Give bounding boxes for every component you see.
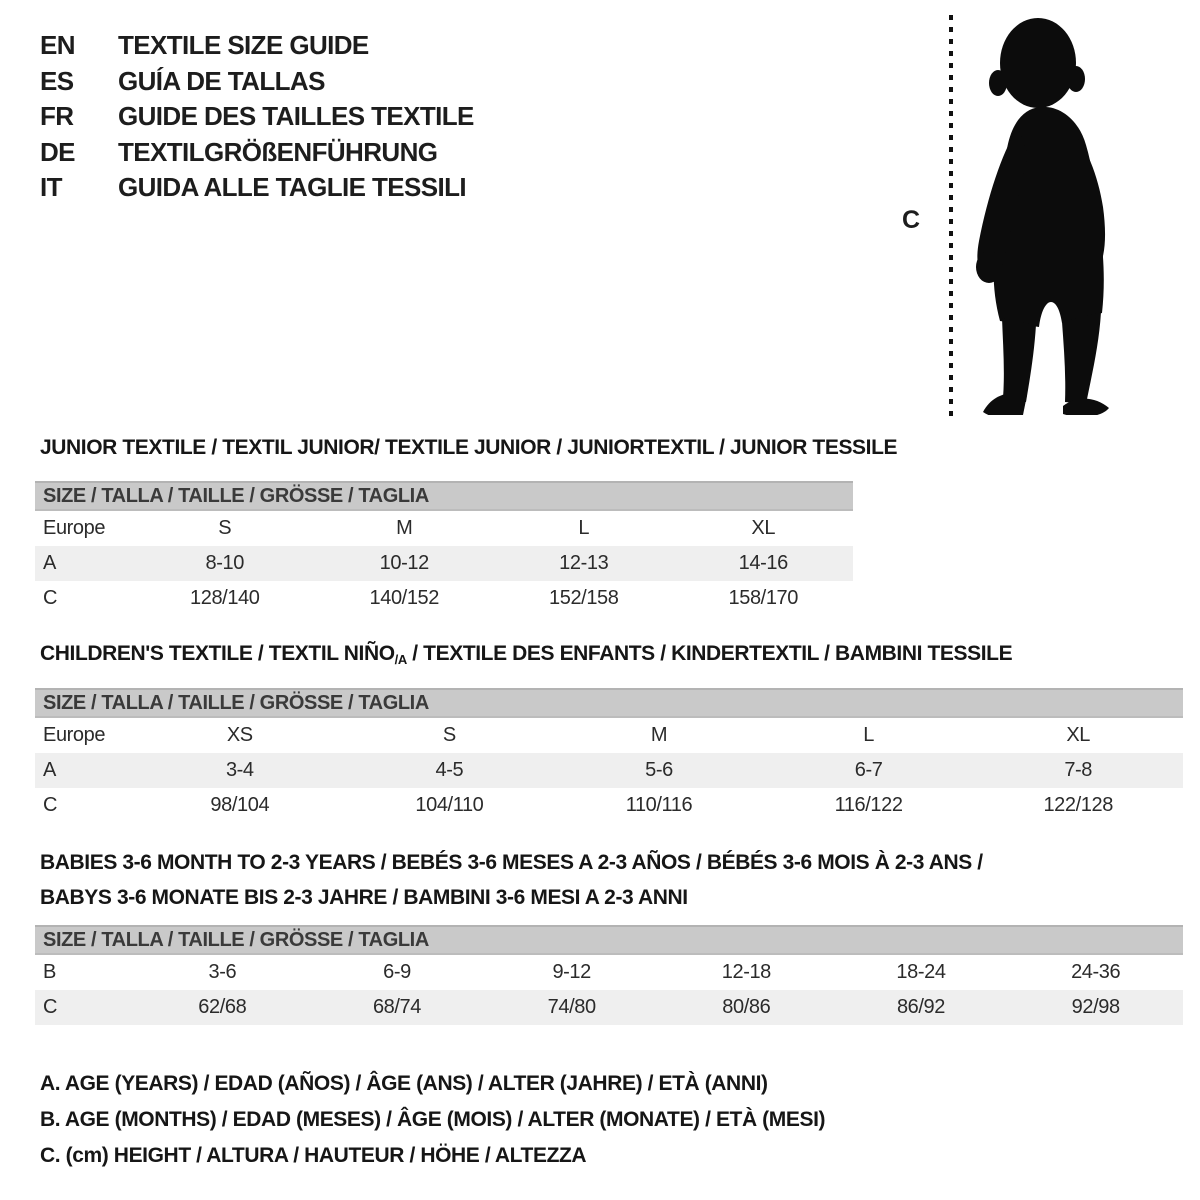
legend-age-years: A. AGE (YEARS) / EDAD (AÑOS) / ÂGE (ANS) / ALTER (JAHRE) / ETÀ (ANNI) — [40, 1072, 768, 1095]
table-cell: 158/170 — [728, 587, 798, 609]
measure-line — [947, 15, 955, 417]
row-label: C — [43, 587, 58, 609]
language-title-block — [40, 28, 474, 206]
table-cell: 122/128 — [1043, 794, 1113, 816]
table-cell: S — [218, 517, 232, 539]
row-label: Europe — [43, 517, 106, 539]
table-cell: 152/158 — [549, 587, 619, 609]
language-title: GUÍA DE TALLAS — [118, 65, 325, 96]
table-cell: 98/104 — [210, 794, 270, 816]
children-section-heading — [40, 642, 1012, 667]
legend-age-months: B. AGE (MONTHS) / EDAD (MESES) / ÂGE (MOIS) / ALTER (MONATE) / ETÀ (MESI) — [40, 1108, 826, 1131]
table-cell: M — [396, 517, 413, 539]
language-row — [40, 28, 474, 64]
table-row-months — [35, 955, 1183, 990]
table-cell: 74/80 — [547, 996, 596, 1018]
table-row-height — [35, 990, 1183, 1025]
table-cell: XL — [751, 517, 776, 539]
table-row-europe — [35, 718, 1183, 753]
table-cell: 80/86 — [722, 996, 771, 1018]
table-cell: L — [863, 724, 874, 746]
table-row-height — [35, 581, 853, 616]
size-header-bar — [35, 688, 1183, 718]
table-cell: 10-12 — [379, 552, 429, 574]
table-cell: 4-5 — [435, 759, 464, 781]
table-cell: 24-36 — [1071, 961, 1121, 983]
language-code: DE — [40, 136, 75, 167]
table-cell: 3-4 — [225, 759, 254, 781]
table-cell: 6-9 — [383, 961, 411, 983]
table-cell: 104/110 — [415, 794, 484, 816]
table-cell: 110/116 — [625, 794, 693, 816]
language-title: GUIDA ALLE TAGLIE TESSILI — [118, 172, 467, 203]
language-code: ES — [40, 65, 74, 96]
babies-section-heading — [40, 845, 1020, 915]
children-heading-subscript: /A — [394, 652, 407, 667]
table-cell: XL — [1066, 724, 1091, 746]
language-row — [40, 99, 474, 135]
language-row — [40, 64, 474, 100]
table-cell: 5-6 — [645, 759, 673, 781]
row-label: C — [43, 794, 58, 816]
table-cell: 12-13 — [559, 552, 609, 574]
language-code: FR — [40, 101, 74, 132]
measurement-legend — [40, 1066, 825, 1174]
table-cell: 14-16 — [738, 552, 788, 574]
table-cell: M — [650, 724, 668, 746]
table-cell: L — [578, 517, 590, 539]
table-cell: 92/98 — [1071, 996, 1120, 1018]
babies-heading-line2: BABYS 3-6 MONATE BIS 2-3 JAHRE / BAMBINI 3-6 MESI A 2-3 ANNI — [40, 886, 688, 909]
table-cell: 128/140 — [190, 587, 260, 609]
row-label: C — [43, 996, 58, 1018]
table-cell: 86/92 — [896, 996, 946, 1018]
table-row-europe — [35, 511, 853, 546]
table-row-age — [35, 753, 1183, 788]
size-header-bar — [35, 481, 853, 511]
size-header-label: SIZE / TALLA / TAILLE / GRÖSSE / TAGLIA — [43, 484, 429, 507]
table-cell: 68/74 — [372, 996, 422, 1018]
row-label: Europe — [43, 724, 106, 746]
children-heading-text: / TEXTILE DES ENFANTS / KINDERTEXTIL / BAMBINI TESSILE — [406, 642, 1013, 665]
language-title: GUIDE DES TAILLES TEXTILE — [118, 101, 474, 132]
children-size-table — [35, 688, 1183, 823]
table-cell: 8-10 — [205, 552, 244, 574]
table-cell: 140/152 — [369, 587, 439, 609]
size-header-label: SIZE / TALLA / TAILLE / GRÖSSE / TAGLIA — [43, 928, 429, 951]
table-cell: 116/122 — [834, 794, 903, 816]
toddler-silhouette-icon — [962, 15, 1138, 415]
language-row — [40, 135, 474, 171]
table-row-height — [35, 788, 1183, 823]
table-cell: 6-7 — [854, 759, 883, 781]
legend-height-cm: C. (cm) HEIGHT / ALTURA / HAUTEUR / HÖHE / ALTEZZA — [40, 1144, 587, 1167]
language-code: IT — [40, 172, 62, 203]
table-cell: 3-6 — [208, 961, 237, 983]
table-cell: 62/68 — [198, 996, 247, 1018]
language-code: EN — [40, 30, 75, 61]
row-label: A — [43, 552, 56, 574]
table-row-age — [35, 546, 853, 581]
table-cell: 12-18 — [721, 961, 771, 983]
size-header-label: SIZE / TALLA / TAILLE / GRÖSSE / TAGLIA — [43, 691, 429, 714]
language-title: TEXTILGRÖßENFÜHRUNG — [118, 136, 438, 167]
junior-size-table — [35, 481, 853, 616]
size-header-bar — [35, 925, 1183, 955]
table-cell: S — [442, 724, 456, 746]
language-title: TEXTILE SIZE GUIDE — [118, 30, 369, 61]
table-cell: 18-24 — [896, 961, 946, 983]
babies-heading-line1: BABIES 3-6 MONTH TO 2-3 YEARS / BEBÉS 3-6 MESES A 2-3 AÑOS / BÉBÉS 3-6 MOIS À 2-3 ANS / — [40, 851, 983, 874]
children-heading-text: CHILDREN'S TEXTILE / TEXTIL NIÑO — [40, 642, 395, 665]
junior-section-heading: JUNIOR TEXTILE / TEXTIL JUNIOR/ TEXTILE JUNIOR / JUNIORTEXTIL / JUNIOR TESSILE — [40, 436, 898, 459]
row-label: A — [43, 759, 56, 781]
language-row — [40, 170, 474, 206]
table-cell: 9-12 — [552, 961, 591, 983]
height-measure-label: C — [902, 206, 921, 234]
babies-size-table — [35, 925, 1183, 1025]
table-cell: 7-8 — [1064, 759, 1093, 781]
row-label: B — [43, 961, 56, 983]
table-cell: XS — [226, 724, 253, 746]
